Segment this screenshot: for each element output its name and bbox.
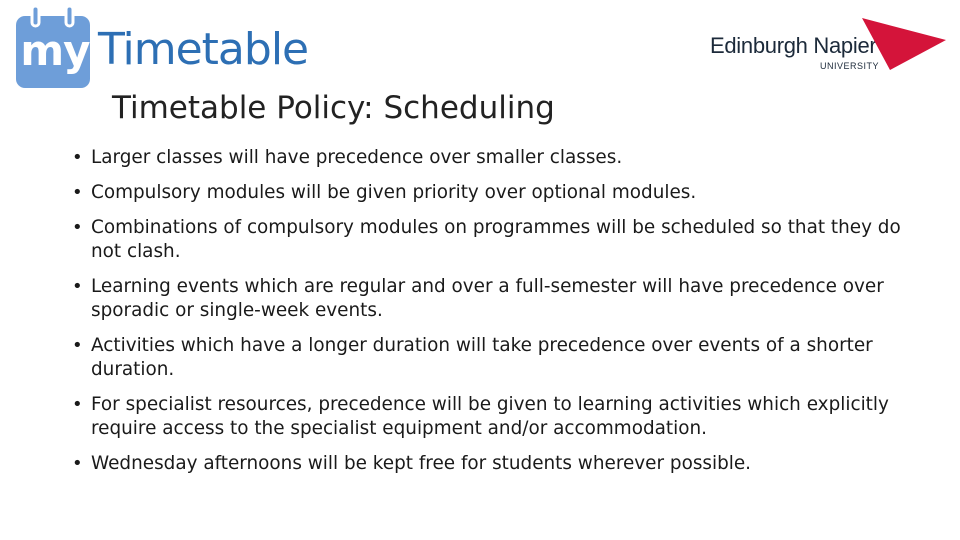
logo-timetable-text: Timetable	[98, 24, 309, 75]
bullet-item: • Learning events which are regular and over a full-semester will have precedence over sporadic or single-week events.	[72, 275, 902, 323]
bullet-item: • Activities which have a longer duration will take precedence over events of a shorter duration.	[72, 334, 902, 382]
university-logo	[710, 14, 950, 78]
bullet-item: • Larger classes will have precedence over smaller classes.	[72, 146, 902, 170]
bullet-item: • Combinations of compulsory modules on programmes will be scheduled so that they do not clash.	[72, 216, 902, 264]
bullet-item: • Compulsory modules will be given priority over optional modules.	[72, 181, 902, 205]
slide-title: Timetable Policy: Scheduling	[112, 90, 555, 126]
napier-triangle-icon	[860, 16, 948, 72]
university-name: Edinburgh Napier	[710, 33, 877, 58]
bullet-item: • Wednesday afternoons will be kept free for students wherever possible.	[72, 452, 902, 476]
policy-bullet-list	[72, 146, 902, 487]
mytimetable-logo	[14, 4, 309, 90]
logo-my-text: my	[20, 26, 90, 75]
bullet-item: • For specialist resources, precedence will be given to learning activities which explicitly require access to the specialist equipment and/or accommodation.	[72, 393, 902, 441]
university-subtitle: UNIVERSITY	[820, 61, 880, 71]
